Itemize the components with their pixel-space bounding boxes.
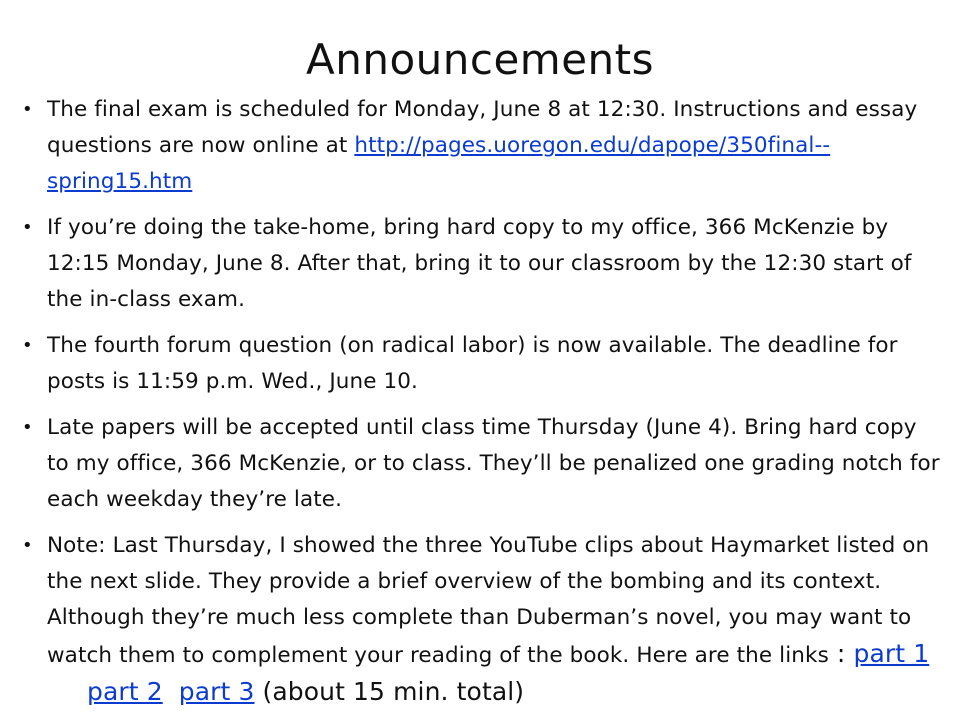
announcement-item-youtube-clips bbox=[0, 528, 960, 712]
links-prefix: Here are the links bbox=[636, 643, 829, 668]
youtube-part-3-link[interactable]: part 3 bbox=[178, 677, 255, 706]
slide-title: Announcements bbox=[305, 35, 655, 84]
announcement-text: Note: Last Thursday, I showed the three YouTube clips about Haymarket listed on the next slide. They provide a brief overview of the bombing and its context. Although they’re much less complete than Duberman’s novel, you may want to watch them to complement your reading of the book. bbox=[47, 533, 930, 668]
announcement-text: If you’re doing the take-home, bring hard copy to my office, 366 McKenzie by 12:15 Monday, June 8. After that, bring it to our classroom by the 12:30 start of the in-class exam. bbox=[47, 215, 912, 312]
announcement-item-late-papers bbox=[0, 410, 960, 518]
announcement-text: The fourth forum question (on radical labor) is now available. The deadline for posts is 11:59 p.m. Wed., June 10. bbox=[47, 333, 898, 394]
announcement-item-take-home bbox=[0, 210, 960, 318]
announcement-item-final-exam bbox=[0, 92, 960, 200]
announcement-list bbox=[0, 92, 960, 722]
youtube-part-1-link[interactable]: part 1 bbox=[853, 639, 930, 668]
youtube-part-2-link[interactable]: part 2 bbox=[87, 677, 163, 706]
announcement-item-forum-question bbox=[0, 328, 960, 400]
bullet-icon: • bbox=[22, 535, 33, 556]
bullet-icon: • bbox=[22, 335, 33, 356]
bullet-icon: • bbox=[22, 217, 33, 238]
announcement-text: Late papers will be accepted until class time Thursday (June 4). Bring hard copy to my office, 366 McKenzie, or to class. They’ll be penalized one grading notch for each weekday they’re late. bbox=[47, 415, 940, 512]
links-suffix: (about 15 min. total) bbox=[254, 677, 525, 706]
announcement-text: The final exam is scheduled for Monday, June 8 at 12:30. Instructions and essay questions are now online at bbox=[47, 97, 918, 158]
bullet-icon: • bbox=[22, 417, 33, 438]
links-separator: : bbox=[828, 639, 854, 668]
final-exam-link[interactable]: http://pages.uoregon.edu/dapope/350final--spring15.htm bbox=[47, 133, 831, 194]
bullet-icon: • bbox=[22, 99, 33, 120]
